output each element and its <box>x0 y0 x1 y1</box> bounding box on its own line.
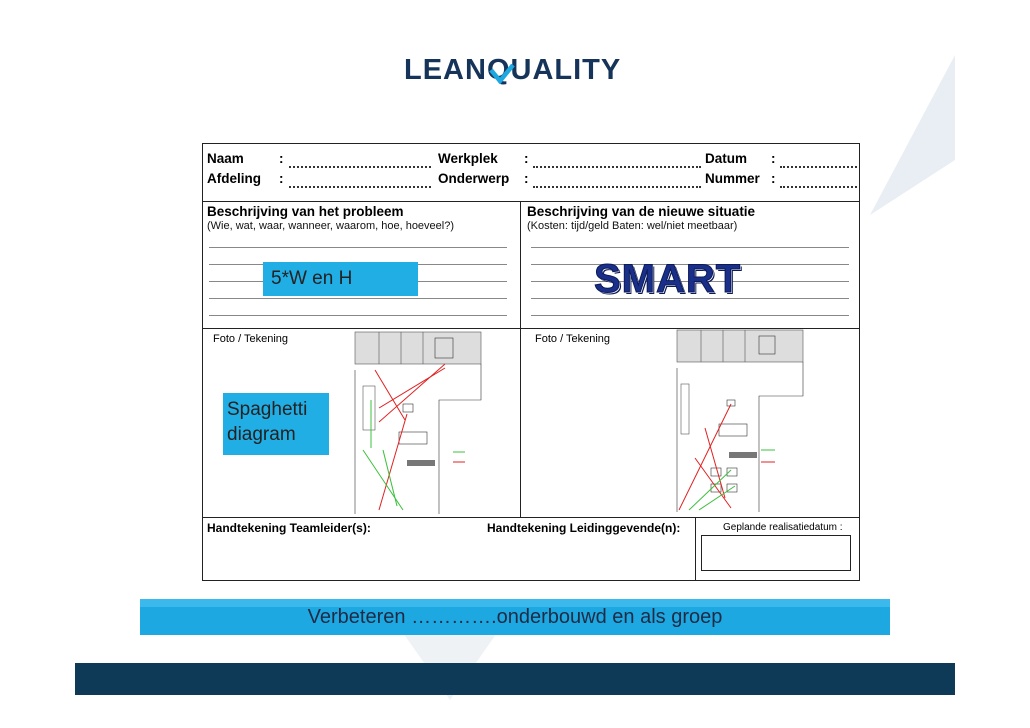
divider <box>203 201 859 202</box>
a3-improvement-form <box>202 143 860 581</box>
nummer-label: Nummer <box>705 171 760 186</box>
colon: : <box>771 151 776 166</box>
werkplek-label: Werkplek <box>438 151 498 166</box>
divider <box>695 517 696 580</box>
divider <box>520 201 521 517</box>
datum-field[interactable] <box>780 166 857 168</box>
naam-label: Naam <box>207 151 244 166</box>
photo-label-right: Foto / Tekening <box>535 333 611 345</box>
colon: : <box>279 151 284 166</box>
problem-subtitle: (Wie, wat, waar, wanneer, waarom, hoe, hoeveel?) <box>207 220 455 232</box>
afdeling-field[interactable] <box>289 186 431 188</box>
divider <box>203 517 859 518</box>
new-situation-subtitle: (Kosten: tijd/geld Baten: wel/niet meetbaar) <box>527 220 738 232</box>
planned-date-field[interactable] <box>701 535 851 571</box>
leanquality-logo: LEANQ UALITY <box>404 54 622 86</box>
planned-date-label: Geplande realisatiedatum : <box>723 522 843 533</box>
teamleader-signature-label: Handtekening Teamleider(s): <box>207 521 371 535</box>
banner-text: Verbeteren ………….onderbouwd en als groep <box>307 606 723 628</box>
colon: : <box>524 171 529 186</box>
spaghetti-diagram-current <box>353 330 503 515</box>
footer-bar <box>75 663 955 695</box>
nummer-field[interactable] <box>780 186 857 188</box>
onderwerp-label: Onderwerp <box>438 171 510 186</box>
datum-label: Datum <box>705 151 748 166</box>
afdeling-label: Afdeling <box>207 171 261 186</box>
problem-title: Beschrijving van het probleem <box>207 204 404 219</box>
spaghetti-diagram-tag: Spaghetti diagram <box>223 393 329 455</box>
smart-tag: SMART <box>594 257 742 301</box>
werkplek-field[interactable] <box>533 166 701 168</box>
colon: : <box>771 171 776 186</box>
manager-signature-label: Handtekening Leidinggevende(n): <box>487 521 681 535</box>
colon: : <box>524 151 529 166</box>
five-w-h-tag: 5*W en H <box>263 262 418 296</box>
colon: : <box>279 171 284 186</box>
spaghetti-diagram-new <box>675 328 805 514</box>
onderwerp-field[interactable] <box>533 186 701 188</box>
naam-field[interactable] <box>289 166 431 168</box>
new-situation-title: Beschrijving van de nieuwe situatie <box>527 204 756 219</box>
photo-label-left: Foto / Tekening <box>213 333 289 345</box>
